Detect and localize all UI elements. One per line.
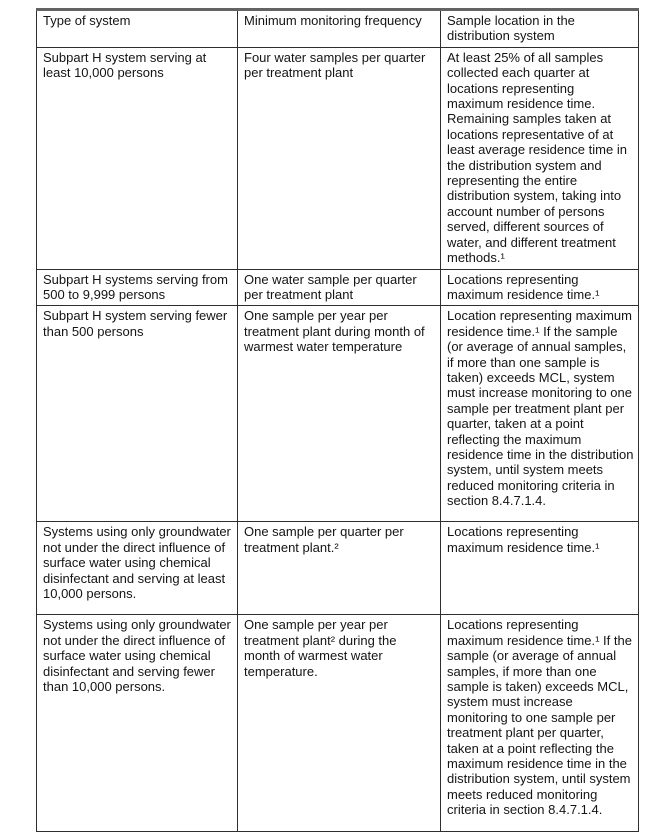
cell-monitoring-frequency: One sample per year per treatment plant during month of warmest water temperature (238, 306, 441, 522)
cell-system-type: Systems using only groundwater not under the direct influence of surface water using chemical disinfectant and serving at least 10,000 persons. (37, 522, 238, 615)
table-row (37, 47, 639, 269)
cell-sample-location: Location representing maximum residence time.¹ If the sample (or average of annual samples, if more than one sample is taken) exceeds MCL, system must increase monitoring to one sample per treatment plant per quarter, taken at a point reflecting the maximum residence time in the distribution system, until system meets reduced monitoring criteria in section 8.4.7.1.4. (441, 306, 639, 522)
cell-sample-location: Locations representing maximum residence time.¹ (441, 269, 639, 306)
monitoring-requirements-table (36, 8, 639, 832)
table-row (37, 306, 639, 522)
column-header-monitoring-frequency: Minimum monitoring frequency (238, 10, 441, 48)
table-header-row (37, 10, 639, 48)
cell-sample-location: Locations representing maximum residence time.¹ If the sample (or average of annual samples, if more than one sample is taken) exceeds MCL, system must increase monitoring to one sample per treatment plant per quarter, taken at a point reflecting the maximum residence time in the distribution system, until system meets reduced monitoring criteria in section 8.4.7.1.4. (441, 615, 639, 832)
column-header-system-type: Type of system (37, 10, 238, 48)
table-row (37, 615, 639, 832)
cell-system-type: Systems using only groundwater not under the direct influence of surface water using chemical disinfectant and serving fewer than 10,000 persons. (37, 615, 238, 832)
cell-system-type: Subpart H system serving at least 10,000 persons (37, 47, 238, 269)
table-row (37, 269, 639, 306)
cell-system-type: Subpart H system serving fewer than 500 persons (37, 306, 238, 522)
cell-monitoring-frequency: One sample per quarter per treatment plant.² (238, 522, 441, 615)
cell-system-type: Subpart H systems serving from 500 to 9,999 persons (37, 269, 238, 306)
table-row (37, 522, 639, 615)
cell-monitoring-frequency: One sample per year per treatment plant² during the month of warmest water temperature. (238, 615, 441, 832)
cell-monitoring-frequency: One water sample per quarter per treatment plant (238, 269, 441, 306)
cell-sample-location: At least 25% of all samples collected each quarter at locations representing maximum residence time. Remaining samples taken at locations representative of at least average residence time in the distribution system and representing the entire distribution system, taking into account number of persons served, different sources of water, and different treatment methods.¹ (441, 47, 639, 269)
column-header-sample-location: Sample location in the distribution system (441, 10, 639, 48)
cell-monitoring-frequency: Four water samples per quarter per treatment plant (238, 47, 441, 269)
cell-sample-location: Locations representing maximum residence time.¹ (441, 522, 639, 615)
